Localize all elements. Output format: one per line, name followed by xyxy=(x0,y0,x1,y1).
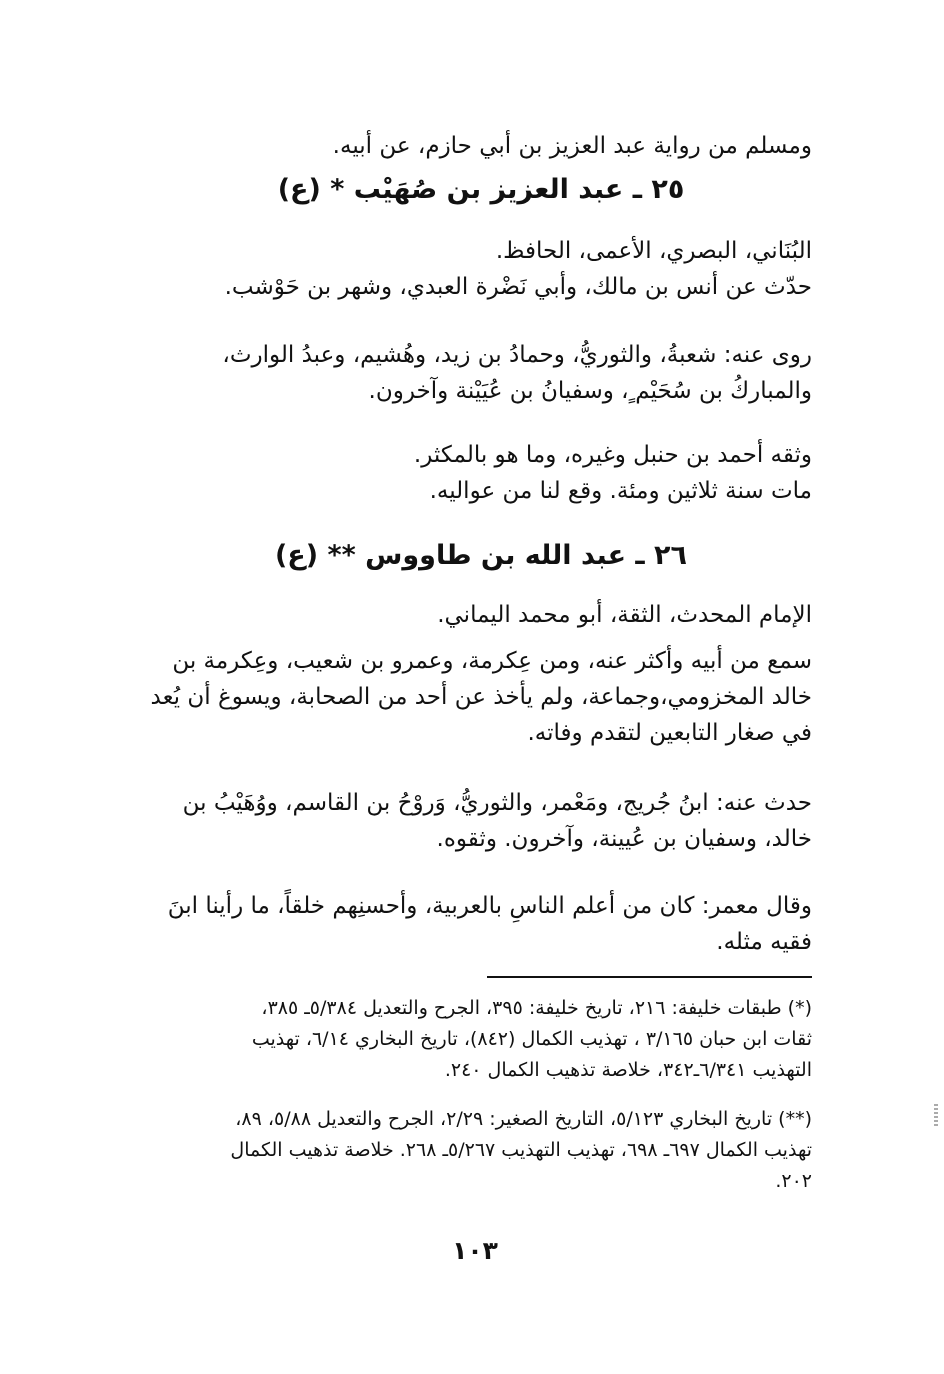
text-line: الإمام المحدث، الثقة، أبو محمد اليماني. xyxy=(437,602,812,628)
text-line: حدّث عن أنس بن مالك، وأبي نَضْرة العبدي، وشهر بن حَوْشب. xyxy=(224,274,812,300)
text-line: وثقه أحمد بن حنبل وغيره، وما هو بالمكثر. xyxy=(413,442,812,468)
entry-26-paragraph-3 xyxy=(150,785,812,857)
text-line: روى عنه: شعبةُ، والثوريُّ، وحمادُ بن زيد، وهُشيم، وعبدُ الوارث، xyxy=(222,342,812,368)
footnote-line: ٢٠٢. xyxy=(775,1170,812,1192)
footnote-divider xyxy=(487,976,812,978)
text-line: خالد المخزومي،وجماعة، ولم يأخذ عن أحد من الصحابة، ويسوغ أن يُعد xyxy=(150,684,812,710)
entry-25-paragraph-2 xyxy=(150,337,812,409)
scan-mark xyxy=(934,1104,938,1126)
entry-25-paragraph-3 xyxy=(150,437,812,509)
entry-26-paragraph-2 xyxy=(150,643,812,751)
text-line: مات سنة ثلاثين ومئة. وقع لنا من عواليه. xyxy=(429,478,812,504)
text-line: البُنَاني، البصري، الأعمى، الحافظ. xyxy=(495,238,812,264)
footnote-line: التهذيب ٦/٣٤١ـ٣٤٢، خلاصة تذهيب الكمال ٢٤٠. xyxy=(444,1059,812,1081)
entry-heading-26: ٢٦ ـ عبد الله بن طاووس ** (ع) xyxy=(274,540,688,571)
footnote-1 xyxy=(150,993,812,1086)
text-line: فقيه مثله. xyxy=(716,929,812,955)
footnote-line: تهذيب الكمال ٦٩٧ـ ٦٩٨، تهذيب التهذيب ٥/٢٦٧ـ ٢٦٨. خلاصة تذهيب الكمال xyxy=(230,1139,812,1161)
entry-26-paragraph-4 xyxy=(150,888,812,960)
entry-25-paragraph-1 xyxy=(150,233,812,305)
text-line: والمباركُ بن سُحَيْم ٍ، وسفيانُ بن عُيَيْنة وآخرون. xyxy=(368,378,812,404)
text-line: ومسلم من رواية عبد العزيز بن أبي حازم، عن أبيه. xyxy=(332,133,812,159)
footnote-2 xyxy=(150,1104,812,1197)
entry-26-paragraph-1 xyxy=(150,597,812,633)
text-line: خالد، وسفيان بن عُيينة، وآخرون. وثقوه. xyxy=(436,826,812,852)
page-number: ١٠٣ xyxy=(452,1236,498,1265)
text-line: في صغار التابعين لتقدم وفاته. xyxy=(527,720,812,746)
intro-paragraph xyxy=(150,128,812,164)
text-line: سمع من أبيه وأكثر عنه، ومن عِكرمة، وعمرو بن شعيب، وعِكرمة بن xyxy=(172,648,812,674)
footnote-line: (**) تاريخ البخاري ٥/١٢٣، التاريخ الصغير: ٢/٢٩، الجرح والتعديل ٥/٨٨، ٨٩، xyxy=(235,1108,812,1130)
footnote-line: ثقات ابن حبان ٣/١٦٥ ، تهذيب الكمال (٨٤٢)، تاريخ البخاري ٦/١٤، تهذيب xyxy=(251,1028,812,1050)
entry-heading-25: ٢٥ ـ عبد العزيز بن صُهَيْب * (ع) xyxy=(277,174,685,205)
text-line: وقال معمر: كان من أعلم الناسِ بالعربية، وأحسنِهم خلقاً، ما رأينا ابنَ xyxy=(167,893,812,919)
footnote-line: (*) طبقات خليفة: ٢١٦، تاريخ خليفة: ٣٩٥، الجرح والتعديل ٥/٣٨٤ـ ٣٨٥، xyxy=(261,997,812,1019)
text-line: حدث عنه: ابنُ جُريج، ومَعْمر، والثوريُّ، وَروْحُ بن القاسم، ووُهَيْبُ بن xyxy=(182,790,812,816)
